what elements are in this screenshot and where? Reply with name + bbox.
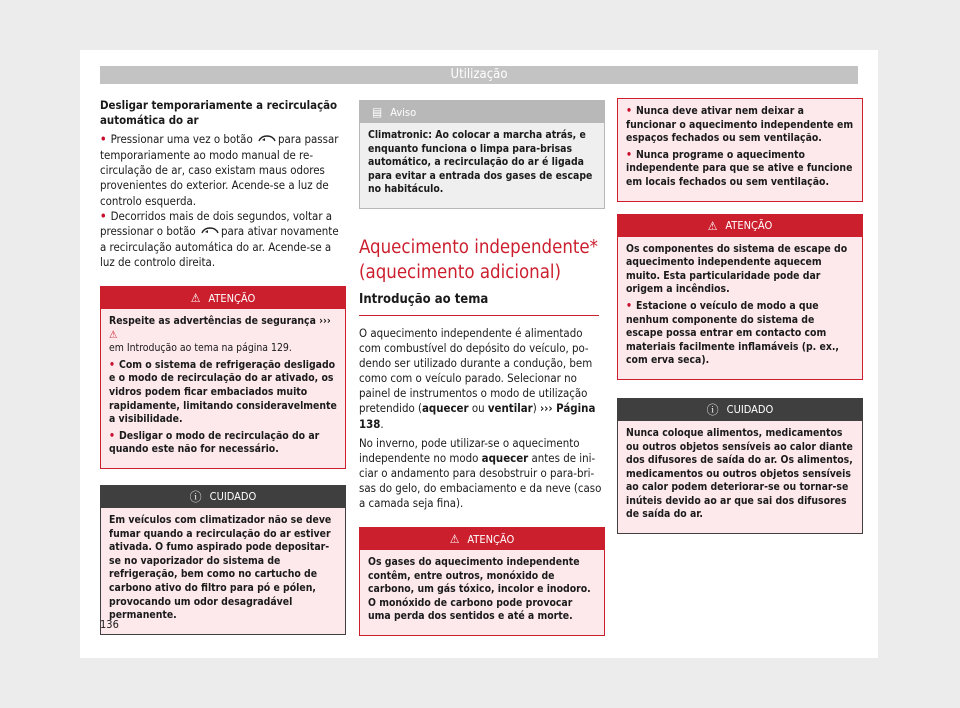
bullet-icon: • [100, 132, 107, 147]
warning-item-text: Nunca programe o aquecimento independente para que se ative e funcione em locais fechados ou sem ventilação. [626, 148, 853, 188]
warning-item-text: Desligar o modo de recirculação do ar quando este não for necessário. [109, 429, 320, 456]
warning-reference[interactable]: em Introdução ao tema na página 129. [109, 342, 292, 355]
text: antes de iniciar o andamento para desobstruir o para-brisas do gelo, do embaciamento e da neve (caso a camada seja fina). [359, 450, 602, 510]
warning-box-header [618, 215, 862, 237]
mode-label: aquecer [421, 401, 469, 416]
middle-column [359, 98, 605, 636]
warning-item-text: Com o sistema de refrigeração desligado e o modo de recirculação do ar ativado, os vidros podem ficar embaciados muito rapidamente, limitando consideravelmente a visibilidade. [109, 358, 337, 426]
warning-title: ATENÇÃO [467, 532, 515, 546]
warning-title: ATENÇÃO [725, 219, 773, 233]
list-item [109, 359, 337, 427]
mode-label: ventilar [487, 401, 533, 416]
list-item [100, 209, 346, 270]
section-heading: Desligar temporariamente a recirculação automática do ar [100, 98, 338, 128]
body-paragraph [359, 326, 605, 432]
warning-intro [109, 315, 337, 356]
warning-triangle-icon: ⚠ [109, 328, 118, 341]
left-column [100, 98, 346, 635]
caution-box-body [101, 508, 345, 634]
caution-box-header [618, 399, 862, 421]
warning-triangle-icon: ⚠ [449, 532, 460, 547]
text: ou [468, 401, 488, 416]
warning-intro-text: Respeite as advertências de segurança [109, 315, 316, 328]
note-title: Aviso [390, 105, 417, 119]
warning-box [359, 527, 605, 636]
warning-box [100, 286, 346, 469]
bullet-icon: • [626, 148, 632, 161]
list-item [626, 105, 854, 146]
caution-title: CUIDADO [726, 403, 774, 417]
warning-title: ATENÇÃO [208, 291, 256, 305]
mode-label: aquecer [481, 450, 529, 465]
text: . [380, 416, 384, 431]
caution-title: CUIDADO [209, 490, 257, 504]
warning-box-body [618, 237, 862, 379]
warning-box-header [101, 287, 345, 309]
list-item [626, 149, 854, 190]
warning-box [617, 214, 863, 380]
list-item [100, 132, 346, 208]
note-box-header [360, 101, 604, 123]
right-column [617, 98, 863, 534]
warning-text: Os gases do aquecimento independente contêm, entre outros, monóxido de carbono, um gás tóxico, incolor e inodoro. O monóxido de carbono pode provocar uma perda dos sentidos e até a morte. [368, 556, 591, 623]
title-divider [359, 315, 599, 316]
body-paragraph [359, 436, 605, 511]
caution-text: Nunca coloque alimentos, medicamentos ou outros objetos sensíveis ao calor diante dos difusores de saída do ar. Os alimentos, medicamentos ou outros objetos sensíveis ao calor podem deteriorar-se ou tornar-se inúteis devido ao ar que sai dos difusores de saída do ar. [626, 426, 853, 521]
caution-box-header [101, 486, 345, 508]
warning-box-body [360, 550, 604, 635]
bullet-icon: • [109, 429, 115, 442]
subsection-title: Introdução ao tema [359, 291, 489, 307]
list-item [626, 300, 854, 368]
caution-box-body [618, 421, 862, 533]
warning-box-body [101, 309, 345, 468]
text: No inverno, pode utilizar-se o aquecimento independente no modo [359, 435, 580, 465]
warning-triangle-icon: ⚠ [190, 291, 201, 306]
car-recirculation-icon [199, 225, 221, 240]
caution-box [617, 398, 863, 534]
caution-box [100, 485, 346, 635]
note-text: Climatronic: Ao colocar a marcha atrás, e enquanto funciona o limpa para-brisas automático, a recirculação do ar é ligada para evitar a entrada dos gases de escape no habitáculo. [368, 129, 593, 196]
page-header: Utilização [100, 66, 858, 84]
caution-text: Em veículos com climatizador não se deve fumar quando a recirculação do ar estiver ativada. O fumo aspirado pode depositar-se no vaporizador do sistema de refrigeração, bem como no cartucho de carbono ativo do filtro para pó e pólen, provocando um odor desagradável permanente. [109, 513, 332, 622]
bullet-icon: • [626, 105, 632, 117]
warning-triangle-icon: ⚠ [707, 218, 718, 233]
caution-circle-icon: ⓘ [706, 403, 719, 418]
ref-arrows[interactable]: ››› [319, 315, 331, 328]
page-number: 136 [100, 618, 119, 631]
section-title: Aquecimento independente* (aquecimento adicional) [359, 236, 598, 283]
text: ) [532, 401, 540, 416]
warning-intro: Os componentes do sistema de escape do aquecimento independente aquecem muito. Esta particularidade pode dar origem a incêndios. [626, 242, 848, 296]
car-recirculation-icon [256, 133, 278, 148]
bullet-text: Pressionar uma vez o botão [110, 132, 253, 147]
bullet-icon: • [109, 358, 115, 371]
note-box-body [360, 123, 604, 208]
caution-circle-icon: ⓘ [189, 490, 202, 505]
note-icon: ▤ [372, 105, 383, 119]
bullet-text: para ativar novamente a recirculação automática do ar. Acende-se a luz de controlo direita. [100, 223, 339, 269]
warning-box-continued [617, 98, 863, 202]
bullet-text: Decorridos mais de dois segundos, voltar a pressionar o botão [100, 208, 333, 238]
note-box [359, 100, 605, 209]
bullet-icon: • [626, 299, 632, 312]
warning-item-text: Nunca deve ativar nem deixar a funcionar o aquecimento independente em espaços fechados ou sem ventilação. [626, 105, 854, 145]
warning-item-text: Estacione o veículo de modo a que nenhum componente do sistema de escape possa entrar em contacto com materiais facilmente inflamáveis (p. ex., com erva seca). [626, 299, 839, 367]
bullet-text: para passar temporariamente ao modo manual de recirculação de ar, caso existam maus odores provenientes do exterior. Acende-se a luz de controlo esquerda. [100, 132, 339, 208]
bullet-icon: • [100, 208, 107, 223]
list-item [109, 430, 337, 457]
warning-box-header [360, 528, 604, 550]
text: O aquecimento independente é alimentado com combustível do depósito do veículo, podendo ser utilizado durante a condução, bem como com o veículo parado. Selecionar no painel de instrumentos o modo de utilização pretendido ( [359, 325, 593, 416]
page-reference-link[interactable]: ››› Página 138 [359, 401, 596, 431]
warning-box-body [618, 99, 862, 201]
